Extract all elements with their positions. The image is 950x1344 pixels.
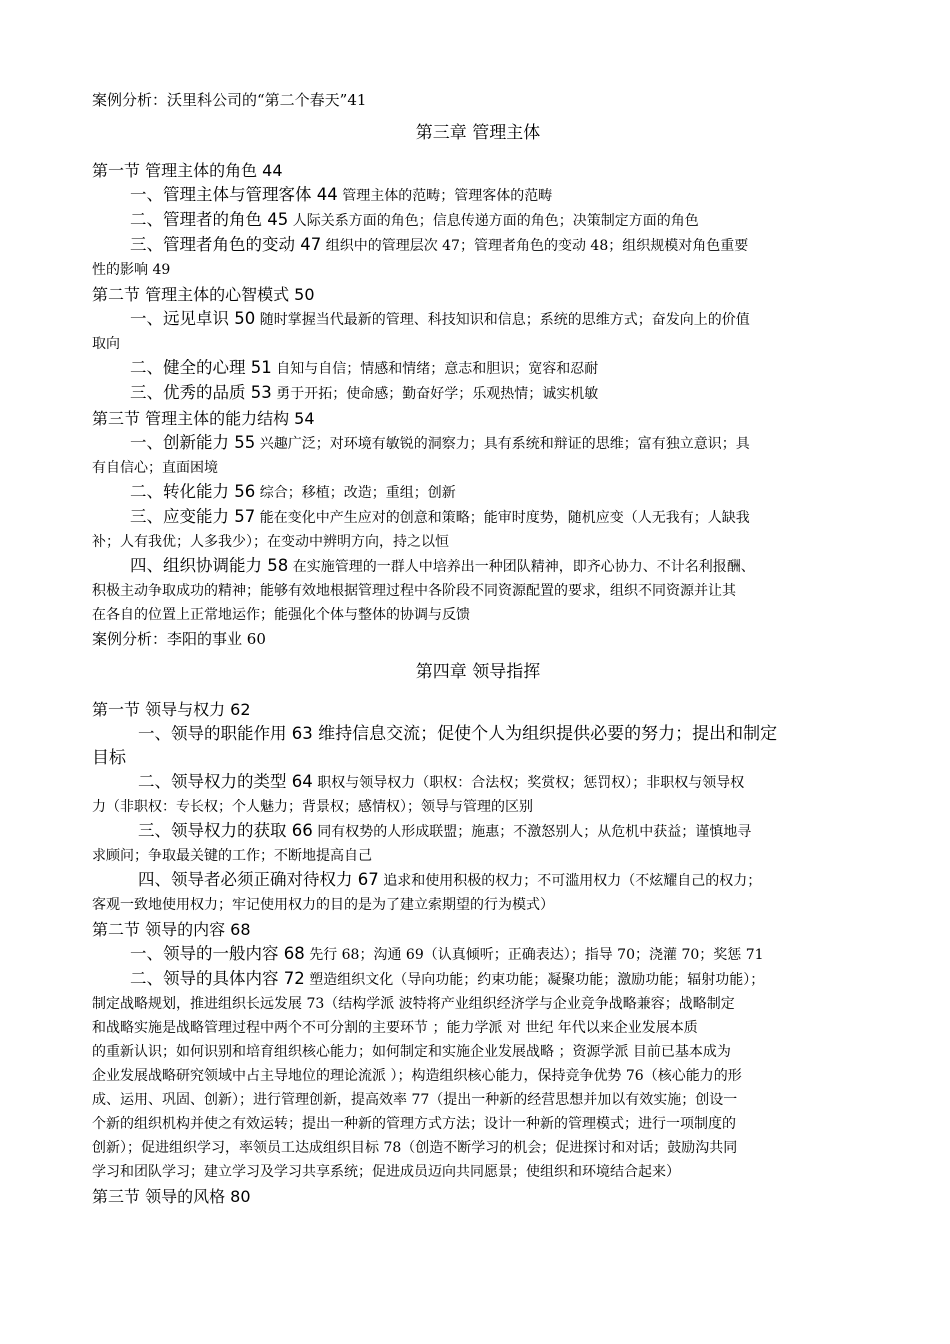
- item-continuation: 学习和团队学习；建立学习及学习共享系统；促进成员迈向共同愿景；使组织和环境结合起来）: [92, 1164, 680, 1180]
- item-detail: 追求和使用积极的权力；不可滥用权力（不炫耀自己的权力；: [378, 873, 762, 889]
- item-continuation: 取向: [92, 336, 120, 352]
- item-detail: 塑造组织文化（导向功能；约束功能；凝聚功能；激励功能；辐射功能）；: [304, 972, 765, 988]
- toc-item: [92, 868, 864, 893]
- item-continuation: 积极主动争取成功的精神；能够有效地根据管理过程中各阶段不同资源配置的要求，组织不同资源并让其: [92, 583, 736, 599]
- item-continuation: 有自信心；直面困境: [92, 460, 218, 476]
- item-detail: 兴趣广泛；对环境有敏锐的洞察力；具有系统和辩证的思维；富有独立意识；具: [255, 436, 750, 452]
- item-detail: 综合；移植；改造；重组；创新: [255, 485, 456, 501]
- toc-item: [92, 505, 864, 530]
- item-detail: 随时掌握当代最新的管理、科技知识和信息；系统的思维方式；奋发向上的价值: [255, 312, 750, 328]
- section-heading: 第一节 领导与权力 62: [92, 700, 251, 719]
- toc-item: [92, 480, 864, 505]
- toc-item: [92, 554, 864, 579]
- item-heading: 三、应变能力 57: [130, 507, 256, 526]
- item-continuation: 的重新认识；如何识别和培育组织核心能力；如何制定和实施企业发展战略 ；资源学派 目前已基本成为: [92, 1044, 731, 1060]
- toc-item: [92, 967, 864, 992]
- item-continuation: 企业发展战略研究领域中占主导地位的理论流派 ）；构造组织核心能力，保持竞争优势 76（核心能力的形: [92, 1068, 742, 1084]
- item-detail: 职权与领导权力（职权：合法权；奖赏权；惩罚权）；非职权与领导权: [312, 775, 745, 791]
- item-detail: 先行 68；沟通 69（认真倾听；正确表达）；指导 70；浇灌 70；奖惩 71: [304, 947, 764, 963]
- item-detail: 维持信息交流；促使个人为组织提供必要的努力；提出和制定: [312, 724, 778, 744]
- toc-item: [92, 208, 864, 233]
- toc-item: [92, 819, 864, 844]
- section-heading: 第二节 领导的内容 68: [92, 920, 251, 939]
- item-continuation: 成、运用、巩固、创新）；进行管理创新，提高效率 77（提出一种新的经营思想并加以有效实施；创设一: [92, 1092, 738, 1108]
- section-heading: 第三节 领导的风格 80: [92, 1187, 251, 1206]
- section-heading: 第三节 管理主体的能力结构 54: [92, 409, 315, 428]
- toc-item: [92, 942, 864, 967]
- item-detail: 勇于开拓；使命感；勤奋好学；乐观热情；诚实机敏: [271, 386, 599, 402]
- toc-item: [92, 722, 864, 746]
- toc-item: [92, 233, 864, 258]
- toc-item: [92, 183, 864, 208]
- item-heading: 二、领导的具体内容 72: [130, 969, 305, 988]
- section-heading: 第一节 管理主体的角色 44: [92, 161, 283, 180]
- toc-item: [92, 770, 864, 795]
- item-detail: 同有权势的人形成联盟；施惠；不激怒别人；从危机中获益；谨慎地寻: [312, 824, 752, 840]
- item-continuation: 创新）；促进组织学习，率领员工达成组织目标 78（创造不断学习的机会；促进探讨和对话；鼓励沟共同: [92, 1140, 738, 1156]
- item-continuation: 和战略实施是战略管理过程中两个不可分割的主要环节 ；能力学派 对 世纪 年代以来企业发展本质: [92, 1020, 698, 1036]
- toc-item: [92, 356, 864, 381]
- item-continuation: 客观一致地使用权力；牢记使用权力的目的是为了建立索期望的行为模式）: [92, 897, 554, 913]
- case-analysis-line: 案例分析：沃里科公司的“第二个春天”41: [92, 91, 367, 109]
- item-continuation: 目标: [92, 748, 126, 768]
- chapter-3-title: 第三章 管理主体: [415, 123, 541, 143]
- case-analysis-line: 案例分析：李阳的事业 60: [92, 630, 266, 648]
- toc-item: [92, 381, 864, 406]
- document-page: [92, 88, 864, 1209]
- toc-item: [92, 431, 864, 456]
- item-continuation: 力（非职权：专长权；个人魅力；背景权；感情权）；领导与管理的区别: [92, 799, 533, 815]
- item-detail: 人际关系方面的角色；信息传递方面的角色；决策制定方面的角色: [288, 213, 699, 229]
- item-heading: 三、管理者角色的变动 47: [130, 235, 322, 254]
- item-heading: 一、领导的职能作用 63: [138, 724, 313, 743]
- item-heading: 一、创新能力 55: [130, 433, 256, 452]
- item-continuation: 个新的组织机构并使之有效运转；提出一种新的管理方式方法；设计一种新的管理模式；进行一项制度的: [92, 1116, 736, 1132]
- item-heading: 二、领导权力的类型 64: [138, 772, 313, 791]
- item-heading: 二、健全的心理 51: [130, 358, 272, 377]
- item-continuation: 补；人有我优；人多我少）；在变动中辨明方向，持之以恒: [92, 534, 449, 550]
- item-detail: 组织中的管理层次 47；管理者角色的变动 48；组织规模对角色重要: [321, 238, 749, 254]
- item-heading: 三、优秀的品质 53: [130, 383, 272, 402]
- item-heading: 一、管理主体与管理客体 44: [130, 185, 338, 204]
- item-heading: 四、组织协调能力 58: [130, 556, 289, 575]
- item-detail: 管理主体的范畴；管理客体的范畴: [337, 188, 553, 204]
- item-continuation: 在各自的位置上正常地运作；能强化个体与整体的协调与反馈: [92, 607, 470, 623]
- item-continuation: 制定战略规划，推进组织长远发展 73（结构学派 波特将产业组织经济学与企业竞争战略兼容；战略制定: [92, 996, 735, 1012]
- item-detail: 在实施管理的一群人中培养出一种团队精神，即齐心协力、不计名利报酬、: [288, 559, 755, 575]
- item-detail: 能在变化中产生应对的创意和策略；能审时度势，随机应变（人无我有；人缺我: [255, 510, 750, 526]
- item-heading: 四、领导者必须正确对待权力 67: [138, 870, 379, 889]
- section-heading: 第二节 管理主体的心智模式 50: [92, 285, 315, 304]
- item-heading: 一、远见卓识 50: [130, 309, 256, 328]
- item-heading: 二、转化能力 56: [130, 482, 256, 501]
- item-heading: 三、领导权力的获取 66: [138, 821, 313, 840]
- chapter-4-title: 第四章 领导指挥: [415, 662, 541, 682]
- toc-item: [92, 307, 864, 332]
- item-heading: 二、管理者的角色 45: [130, 210, 289, 229]
- item-continuation: 性的影响 49: [92, 262, 171, 278]
- item-detail: 自知与自信；情感和情绪；意志和胆识；宽容和忍耐: [271, 361, 599, 377]
- item-heading: 一、领导的一般内容 68: [130, 944, 305, 963]
- item-continuation: 求顾问；争取最关键的工作；不断地提高自己: [92, 848, 372, 864]
